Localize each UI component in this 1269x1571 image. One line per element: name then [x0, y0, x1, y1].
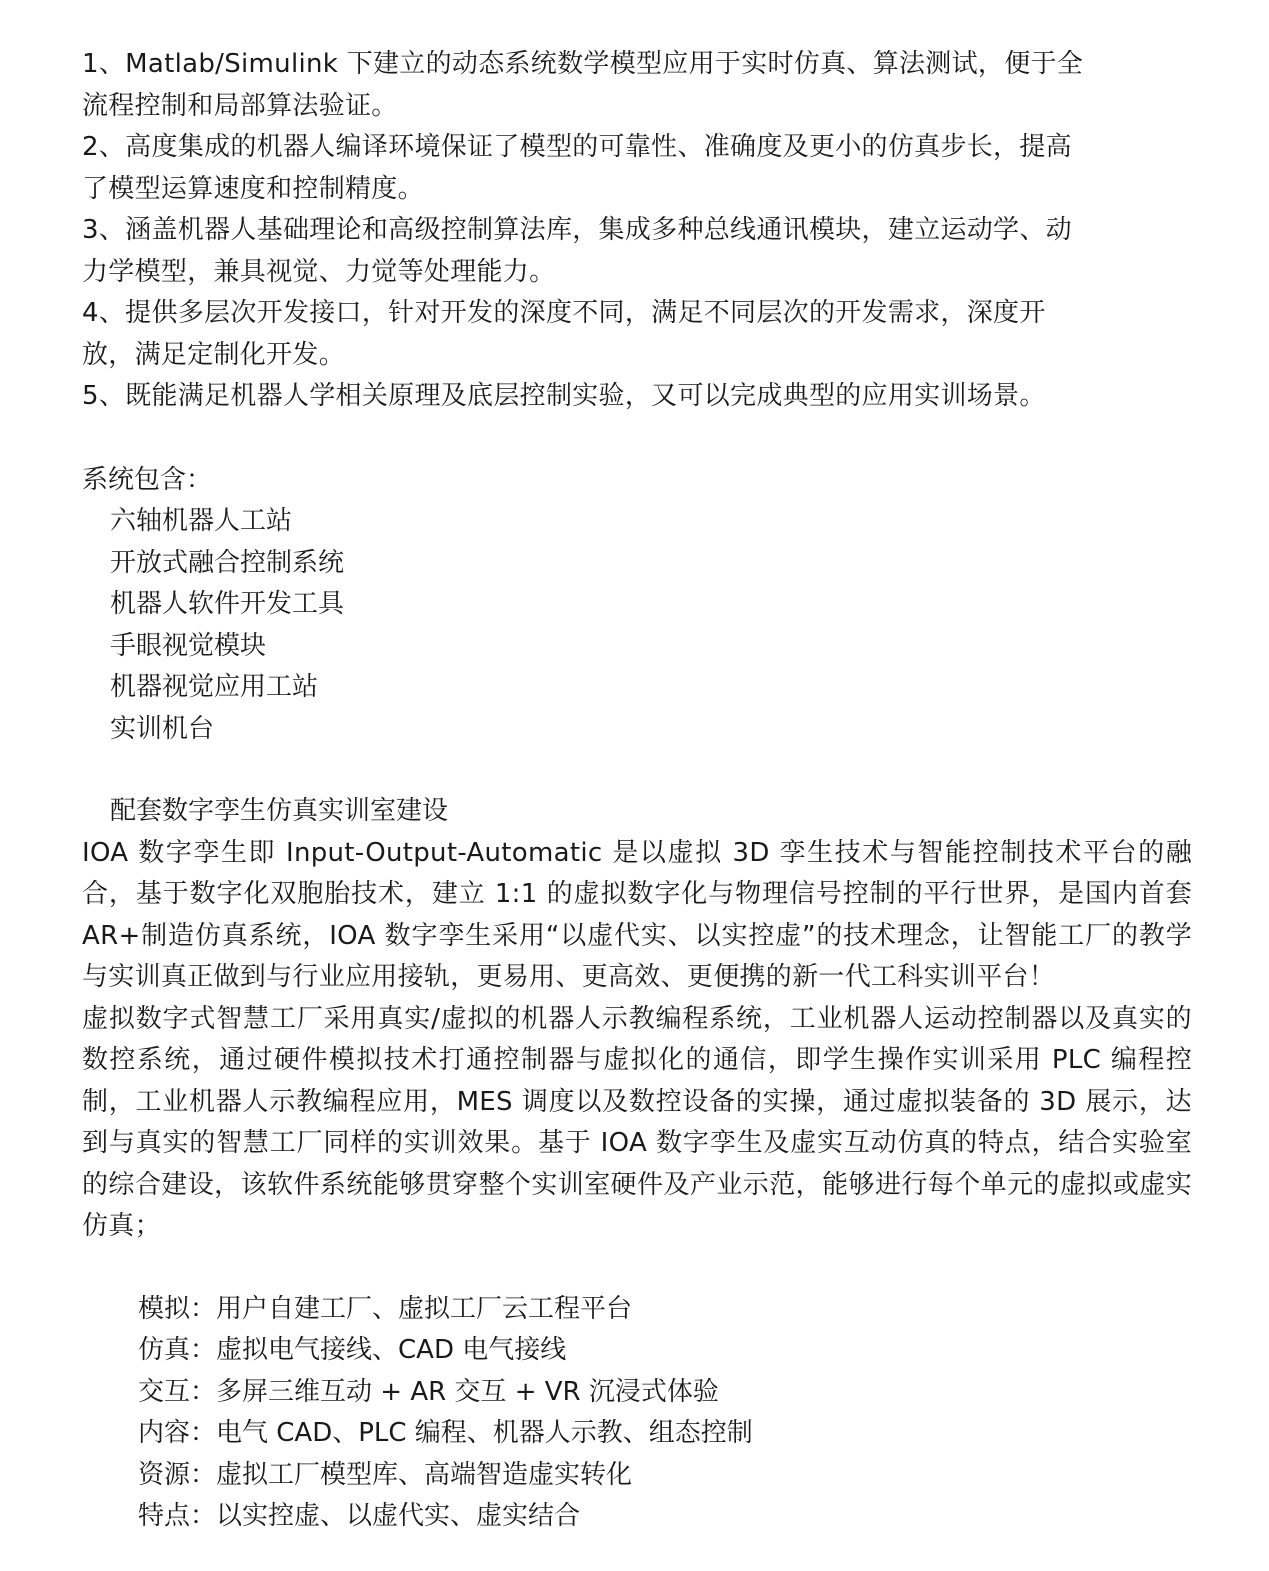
- spacer: [82, 750, 1192, 791]
- feature-item-4: 4、提供多层次开发接口，针对开发的深度不同，满足不同层次的开发需求，深度开放，满足定制化开发。: [82, 298, 1046, 370]
- system-item: 实训机台: [110, 713, 215, 744]
- spacer: [82, 418, 1192, 460]
- spacer: [82, 1248, 1192, 1289]
- digital-twin-section: [82, 791, 1192, 1248]
- system-section: [82, 460, 1192, 751]
- digital-twin-title: 配套数字孪生仿真实训室建设: [110, 796, 449, 826]
- digital-twin-paragraph-2: 虚拟数字式智慧工厂采用真实/虚拟的机器人示教编程系统，工业机器人运动控制器以及真实的数控系统，通过硬件模拟技术打通控制器与虚拟化的通信，即学生操作实训采用 PLC 编程控制，工业机器人示教编程应用，MES 调度以及数控设备的实操，通过虚拟装备的 3D 展示，达到与真实的智慧工厂同样的实训效果。基于 IOA 数字孪生及虚实互动仿真的特点，结合实验室的综合建设，该软件系统能够贯穿整个实训室硬件及产业示范，能够进行每个单元的虚拟或虚实仿真；: [82, 1003, 1192, 1241]
- detail-row-simulation: 模拟：用户自建工厂、虚拟工厂云工程平台: [138, 1293, 633, 1324]
- detail-row-features: 特点：以实控虚、以虚代实、虚实结合: [138, 1501, 581, 1531]
- detail-row-content: 内容：电气 CAD、PLC 编程、机器人示教、组态控制: [138, 1418, 753, 1448]
- system-item: 机器视觉应用工站: [110, 672, 319, 702]
- feature-item-3: 3、涵盖机器人基础理论和高级控制算法库，集成多种总线通讯模块，建立运动学、动力学模型，兼具视觉、力觉等处理能力。: [82, 215, 1072, 287]
- detail-row-emulation: 仿真：虚拟电气接线、CAD 电气接线: [138, 1335, 567, 1365]
- digital-twin-paragraph-1: IOA 数字孪生即 Input-Output-Automatic 是以虚拟 3D 孪生技术与智能控制技术平台的融合，基于数字化双胞胎技术，建立 1:1 的虚拟数字化与物理信号控制的平行世界，是国内首套 AR+制造仿真系统，IOA 数字孪生采用“以虚代实、以实控虚”的技术理念，让智能工厂的教学与实训真正做到与行业应用接轨，更易用、更高效、更便携的新一代工科实训平台！: [82, 837, 1192, 992]
- detail-row-resources: 资源：虚拟工厂模型库、高端智造虚实转化: [138, 1459, 633, 1490]
- system-item: 六轴机器人工站: [110, 506, 293, 536]
- system-item: 开放式融合控制系统: [110, 547, 345, 578]
- feature-item-2: 2、高度集成的机器人编译环境保证了模型的可靠性、准确度及更小的仿真步长，提高了模型运算速度和控制精度。: [82, 132, 1072, 204]
- system-item: 手眼视觉模块: [110, 630, 267, 661]
- detail-row-interaction: 交互：多屏三维互动 + AR 交互 + VR 沉浸式体验: [138, 1376, 719, 1407]
- document-page: [82, 44, 1192, 1538]
- feature-item-5: 5、既能满足机器人学相关原理及底层控制实验，又可以完成典型的应用实训场景。: [82, 381, 1046, 411]
- system-item: 机器人软件开发工具: [110, 589, 345, 619]
- feature-item-1: 1、Matlab/Simulink 下建立的动态系统数学模型应用于实时仿真、算法测试，便于全流程控制和局部算法验证。: [82, 49, 1084, 121]
- details-section: [82, 1289, 1192, 1538]
- system-title: 系统包含：: [82, 464, 213, 495]
- feature-list: [82, 44, 1192, 418]
